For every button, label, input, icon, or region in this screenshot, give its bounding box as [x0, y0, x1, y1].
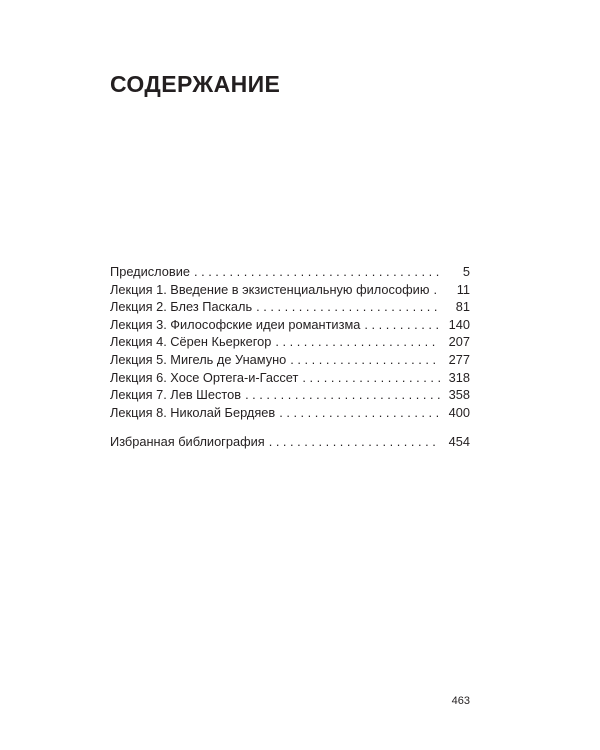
toc-entry-lecture-5 [110, 351, 470, 369]
page-title: СОДЕРЖАНИЕ [110, 71, 281, 97]
toc-entry-page: 5 [462, 264, 470, 279]
toc-entry-page: 318 [448, 369, 470, 385]
toc-entry-lecture-7 [110, 386, 470, 404]
toc-entry-title: Лекция 6. Хосе Ортега-и-Гассет [110, 369, 299, 385]
toc-entry-title: Лекция 7. Лев Шестов [110, 387, 242, 403]
toc-entry-page: 454 [448, 434, 470, 450]
toc-entry-bibliography [110, 433, 470, 451]
toc-entry-title: Избранная библиография [110, 434, 265, 450]
toc-entry-lecture-1 [110, 281, 470, 299]
toc-entry-lecture-8 [110, 404, 470, 422]
toc-entry-lecture-2 [110, 298, 470, 316]
dot-leader [269, 433, 440, 451]
toc-entry-title: Лекция 3. Философские идеи романтизма [110, 316, 361, 332]
toc-entry-title: Лекция 8. Николай Бердяев [110, 404, 276, 420]
dot-leader [279, 404, 440, 422]
toc-entry-page: 81 [455, 299, 470, 315]
toc-entry-title: Лекция 4. Сёрен Кьеркегор [110, 334, 272, 350]
toc-entry-title: Лекция 1. Введение в экзистенциальную философию [110, 281, 430, 297]
toc-entry-page: 140 [448, 316, 470, 332]
toc-entry-page: 277 [448, 351, 470, 367]
dot-leader [275, 333, 440, 351]
toc-entry-title: Лекция 5. Мигель де Унамуно [110, 351, 287, 367]
toc-entry-page: 207 [448, 334, 470, 350]
dot-leader [302, 369, 440, 387]
dot-leader [364, 316, 440, 334]
dot-leader [245, 386, 440, 404]
dot-leader [433, 281, 440, 299]
toc-entry-preface [110, 263, 470, 281]
toc-entry-page: 11 [456, 281, 470, 297]
dot-leader [194, 263, 440, 281]
toc-entry-lecture-4 [110, 333, 470, 351]
toc-entry-lecture-6 [110, 369, 470, 387]
table-of-contents [110, 263, 470, 451]
page-number: 463 [451, 695, 470, 707]
dot-leader [290, 351, 440, 369]
dot-leader [256, 298, 440, 316]
toc-entry-title: Предисловие [110, 264, 190, 279]
toc-entry-page: 400 [448, 404, 470, 420]
toc-entry-lecture-3 [110, 316, 470, 334]
toc-entry-page: 358 [448, 387, 470, 403]
toc-entry-title: Лекция 2. Блез Паскаль [110, 299, 253, 315]
